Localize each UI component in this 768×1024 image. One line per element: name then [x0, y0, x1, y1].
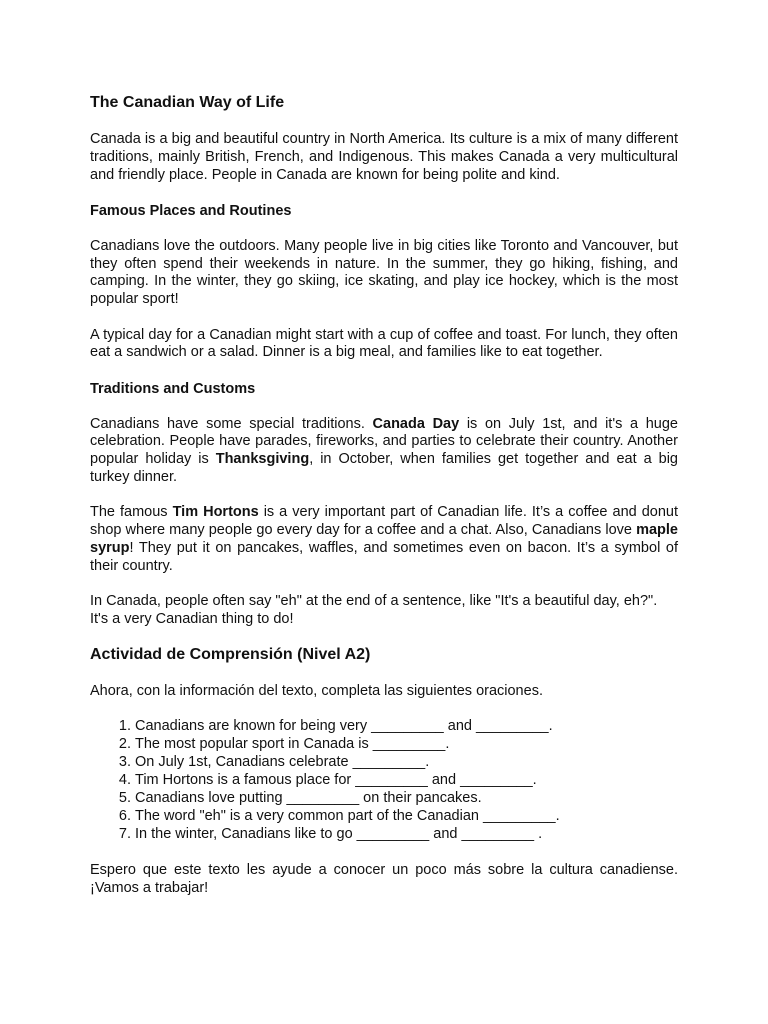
eh-paragraph: In Canada, people often say "eh" at the end of a sentence, like "It's a beautiful day, eh?". It's a very Canadian thing to do!: [90, 593, 658, 627]
tim-hortons-bold: Tim Hortons: [172, 504, 259, 521]
maple-syrup-bold: maple syrup: [90, 522, 678, 556]
section-heading-traditions: Traditions and Customs: [90, 380, 256, 397]
tim-hortons-paragraph: [90, 504, 678, 575]
activity-instructions: Ahora, con la información del texto, completa las siguientes oraciones.: [90, 683, 543, 700]
canada-day-bold: Canada Day: [372, 415, 460, 432]
document-title: The Canadian Way of Life: [90, 94, 285, 111]
list-item: 2. The most popular sport in Canada is _________.: [135, 736, 678, 754]
traditions-paragraph: [90, 416, 678, 487]
list-item: 5. Canadians love putting _________ on their pancakes.: [135, 790, 678, 808]
traditions-text-2: is on July 1st, and it's a huge celebration. People have parades, fireworks, and parties to celebrate their country. Another popular holiday is: [90, 415, 678, 468]
closing-paragraph: Espero que este texto les ayude a conocer un poco más sobre la cultura canadiense. ¡Vamos a trabajar!: [90, 861, 678, 896]
intro-paragraph: Canada is a big and beautiful country in North America. Its culture is a mix of many different traditions, mainly British, French, and Indigenous. This makes Canada a very multicultural and friendly place. People in Canada are known for being polite and kind.: [90, 131, 678, 183]
traditions-text-1: Canadians have some special traditions.: [90, 415, 373, 432]
tim-hortons-text-1: The famous: [90, 504, 173, 521]
list-item: 3. On July 1st, Canadians celebrate _________.: [135, 754, 678, 772]
tim-hortons-text-3: ! They put it on pancakes, waffles, and sometimes even on bacon. It’s a symbol of their country.: [90, 539, 678, 574]
traditions-text-3: , in October, when families get together and eat a big turkey dinner.: [90, 451, 678, 486]
section-heading-famous-places: Famous Places and Routines: [90, 202, 292, 219]
list-item: 7. In the winter, Canadians like to go _________ and _________ .: [135, 826, 678, 844]
activity-heading: Actividad de Comprensión (Nivel A2): [90, 646, 371, 664]
tim-hortons-text-2: is a very important part of Canadian life. It’s a coffee and donut shop where many people go every day for a coffee and a chat. Also, Canadians love: [90, 504, 679, 539]
thanksgiving-bold: Thanksgiving: [215, 451, 310, 468]
list-item: 4. Tim Hortons is a famous place for _________ and _________.: [135, 772, 678, 790]
typical-day-paragraph: A typical day for a Canadian might start with a cup of coffee and toast. For lunch, they often eat a sandwich or a salad. Dinner is a big meal, and families like to eat together.: [90, 326, 678, 361]
list-item: 6. The word "eh" is a very common part of the Canadian _________.: [135, 808, 678, 826]
exercise-list: [90, 718, 678, 843]
list-item: 1. Canadians are known for being very _________ and _________.: [135, 718, 678, 736]
outdoors-paragraph: Canadians love the outdoors. Many people live in big cities like Toronto and Vancouver, but they often spend their weekends in nature. In the summer, they go hiking, fishing, and camping. In the winter, they go skiing, ice skating, and play ice hockey, which is the most popular sport!: [90, 237, 678, 308]
